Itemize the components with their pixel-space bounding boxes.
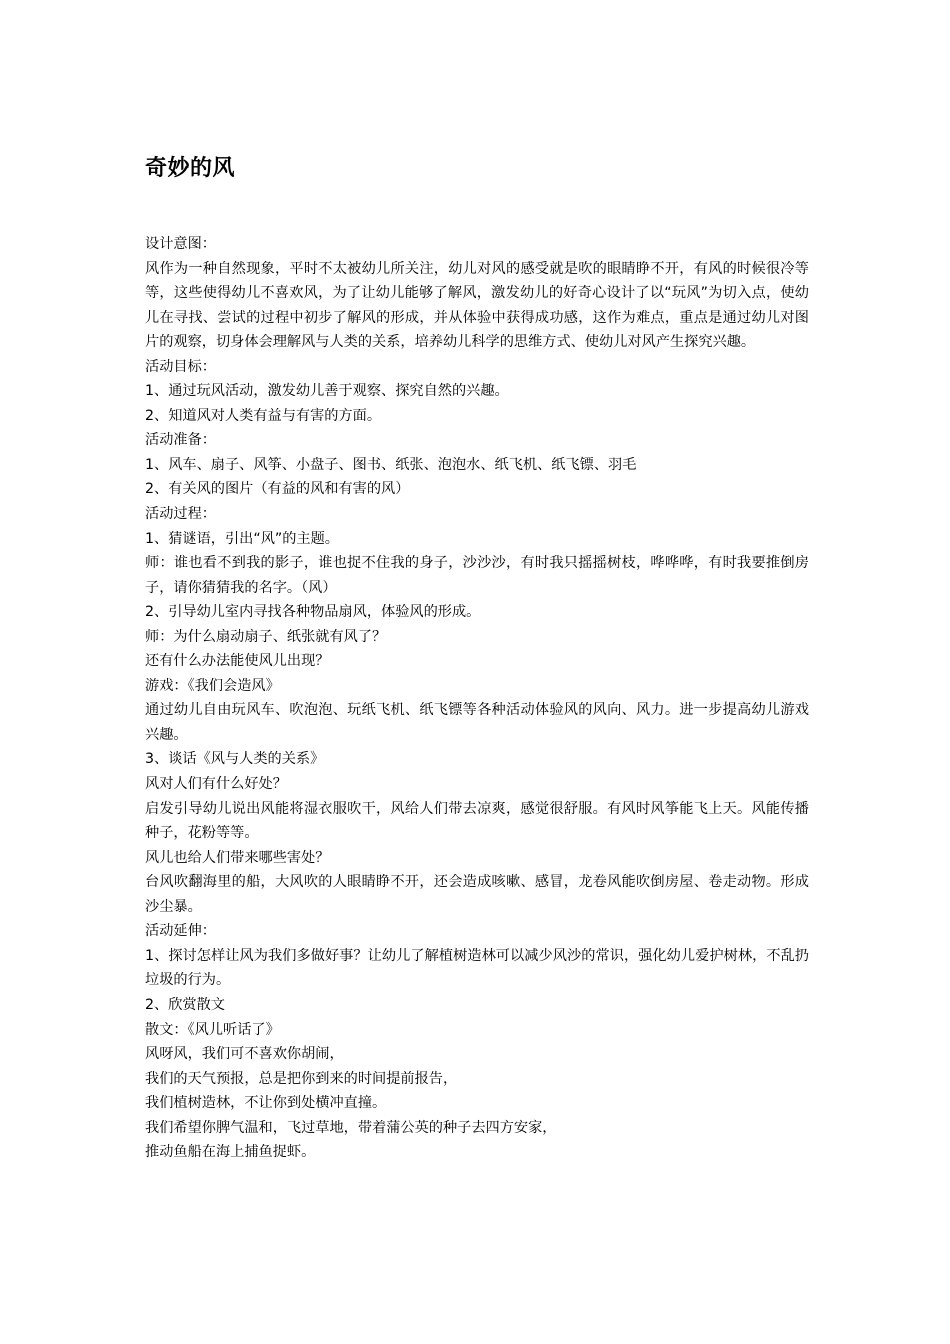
- harm-question: 风儿也给人们带来哪些害处？: [145, 849, 330, 866]
- prep-item: 2、有关风的图片（有益的风和有害的风）: [145, 481, 410, 498]
- goal-item: 1、通过玩风活动，激发幼儿善于观察、探究自然的兴趣。: [145, 383, 509, 400]
- prose-line: 我们的天气预报，总是把你到来的时间提前报告，: [145, 1070, 458, 1087]
- prep-heading: 活动准备：: [145, 432, 216, 449]
- harm-answer: 台风吹翻海里的船，大风吹的人眼睛睁不开，还会造成咳嗽、感冒，龙卷风能吹倒房屋、卷走动物。形成沙尘暴。: [145, 874, 809, 915]
- prose-line: 我们希望你脾气温和，飞过草地，带着蒲公英的种子去四方安家，: [145, 1119, 557, 1136]
- design-heading: 设计意图：: [145, 236, 216, 252]
- benefit-question: 风对人们有什么好处？: [145, 776, 287, 793]
- extension-item: 2、欣赏散文: [145, 996, 225, 1013]
- game-description: 通过幼儿自由玩风车、吹泡泡、玩纸飞机、纸飞镖等各种活动体验风的风向、风力。进一步提高幼儿游戏兴趣。: [145, 702, 809, 743]
- prep-item: 1、风车、扇子、风筝、小盘子、图书、纸张、泡泡水、纸飞机、纸飞镖、羽毛: [145, 456, 637, 473]
- goals-heading: 活动目标：: [145, 358, 216, 375]
- teacher-question: 还有什么办法能使风儿出现？: [145, 653, 330, 670]
- extension-item: 1、探讨怎样让风为我们多做好事？让幼儿了解植树造林可以减少风沙的常识，强化幼儿爱护树林，不乱扔垃圾的行为。: [145, 947, 809, 989]
- process-step: 1、猜谜语，引出“风”的主题。: [145, 530, 339, 547]
- teacher-question: 师：为什么扇动扇子、纸张就有风了？: [145, 628, 387, 645]
- process-step: 2、引导幼儿室内寻找各种物品扇风，体验风的形成。: [145, 604, 481, 621]
- extension-heading: 活动延伸：: [145, 923, 216, 940]
- riddle-text: 师：谁也看不到我的影子，谁也捉不住我的身子，沙沙沙，有时我只摇摇树枝，哗哗哗，有时我要推倒房子，请你猜猜我的名字。（风）: [145, 555, 809, 596]
- goal-item: 2、知道风对人类有益与有害的方面。: [145, 407, 382, 424]
- process-step: 3、谈话《风与人类的关系》: [145, 751, 325, 768]
- prose-title: 散文：《风儿听话了》: [145, 1021, 280, 1038]
- document-title: 奇妙的风: [145, 156, 236, 181]
- benefit-answer: 启发引导幼儿说出风能将湿衣服吹干，风给人们带去凉爽，感觉很舒服。有风时风筝能飞上天。风能传播种子，花粉等等。: [145, 800, 809, 842]
- document-body: [145, 232, 809, 1165]
- prose-line: 推动鱼船在海上捕鱼捉虾。: [145, 1144, 316, 1161]
- process-heading: 活动过程：: [145, 506, 216, 523]
- prose-line: 我们植树造林，不让你到处横冲直撞。: [145, 1095, 387, 1112]
- game-title: 游戏：《我们会造风》: [145, 677, 280, 694]
- design-paragraph: 风作为一种自然现象，平时不太被幼儿所关注，幼儿对风的感受就是吹的眼睛睁不开，有风的时候很冷等等，这些使得幼儿不喜欢风，为了让幼儿能够了解风，激发幼儿的好奇心设计了以“玩风”为切入点，使幼儿在寻找、尝试的过程中初步了解风的形成，并从体验中获得成功感，这作为难点，重点是通过幼儿对图片的观察，切身体会理解风与人类的关系，培养幼儿科学的思维方式、使幼儿对风产生探究兴趣。: [145, 260, 809, 351]
- prose-line: 风呀风，我们可不喜欢你胡闹，: [145, 1046, 344, 1063]
